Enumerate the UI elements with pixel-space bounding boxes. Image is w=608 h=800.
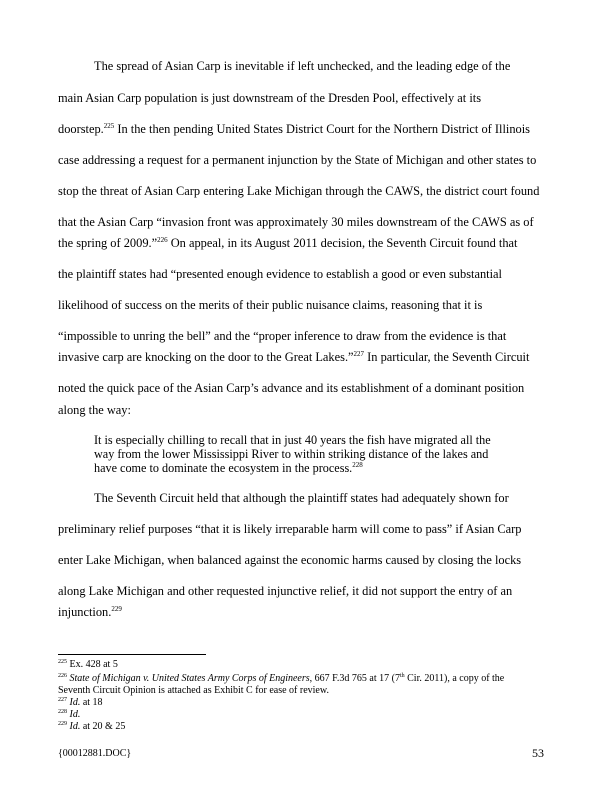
footnote-ref: 226 <box>157 236 168 244</box>
body-line: along the way: <box>58 403 131 417</box>
footnote-separator <box>58 654 206 655</box>
footnote: $^{229}$ Id. at 20 & 25 <box>58 721 126 732</box>
footnote-ref: 228 <box>352 461 363 469</box>
body-line: The Seventh Circuit held that although the plaintiff states had adequately shown for <box>94 491 509 505</box>
body-line: noted the quick pace of the Asian Carp’s advance and its establishment of a dominant position <box>58 381 525 395</box>
footnote-ref: 227 <box>353 350 365 358</box>
body-line: The spread of Asian Carp is inevitable if left unchecked, and the leading edge of the <box>94 59 511 73</box>
body-line: doorstep.$^{225}$ In the then pending United States District Court for the Northern District of Illinois <box>58 122 530 136</box>
footnote-ref: 229 <box>111 605 122 613</box>
document-id: {00012881.DOC} <box>58 748 132 759</box>
footnote: $^{226}$ State of Michigan v. United States Army Corps of Engineers, 667 F.3d 765 at 17 (7th Cir. 2011), a copy of the <box>58 673 505 684</box>
block-quote-line: have come to dominate the ecosystem in the process.$^{228}$ <box>94 461 363 475</box>
body-line: that the Asian Carp “invasion front was approximately 30 miles downstream of the CAWS as of <box>58 215 534 229</box>
body-line: injunction.$^{229}$ <box>58 605 122 619</box>
body-line: case addressing a request for a permanent injunction by the State of Michigan and other states to <box>58 153 537 167</box>
body-line: “impossible to unring the bell” and the “proper inference to draw from the evidence is that <box>58 329 507 343</box>
body-line: the spring of 2009.”$^{226}$ On appeal, in its August 2011 decision, the Seventh Circuit found that <box>58 236 518 250</box>
body-line: main Asian Carp population is just downstream of the Dresden Pool, effectively at its <box>58 91 482 105</box>
footnote: $^{225}$ Ex. 428 at 5 <box>58 659 118 670</box>
page-number: 53 <box>532 746 544 760</box>
body-line: along Lake Michigan and other requested injunctive relief, it did not support the entry of an <box>58 584 513 598</box>
body-line: preliminary relief purposes “that it is likely irreparable harm will come to pass” if Asian Carp <box>58 522 522 536</box>
footnote: Seventh Circuit Opinion is attached as Exhibit C for ease of review. <box>58 685 329 696</box>
body-line: stop the threat of Asian Carp entering Lake Michigan through the CAWS, the district court found <box>58 184 540 198</box>
body-line: the plaintiff states had “presented enough evidence to establish a good or even substantial <box>58 267 502 281</box>
block-quote-line: It is especially chilling to recall that in just 40 years the fish have migrated all the <box>94 433 491 447</box>
body-line: likelihood of success on the merits of their public nuisance claims, reasoning that it is <box>58 298 483 312</box>
body-line: invasive carp are knocking on the door to the Great Lakes.”$^{227}$ In particular, the Seventh Circuit <box>58 350 530 364</box>
body-line: enter Lake Michigan, when balanced against the economic harms caused by closing the locks <box>58 553 522 567</box>
block-quote-line: way from the lower Mississippi River to within striking distance of the lakes and <box>94 447 489 461</box>
footnote-ref: 225 <box>103 122 115 130</box>
footnote: $^{228}$ Id. <box>58 709 81 720</box>
footnote: $^{227}$ Id. at 18 <box>58 697 103 708</box>
